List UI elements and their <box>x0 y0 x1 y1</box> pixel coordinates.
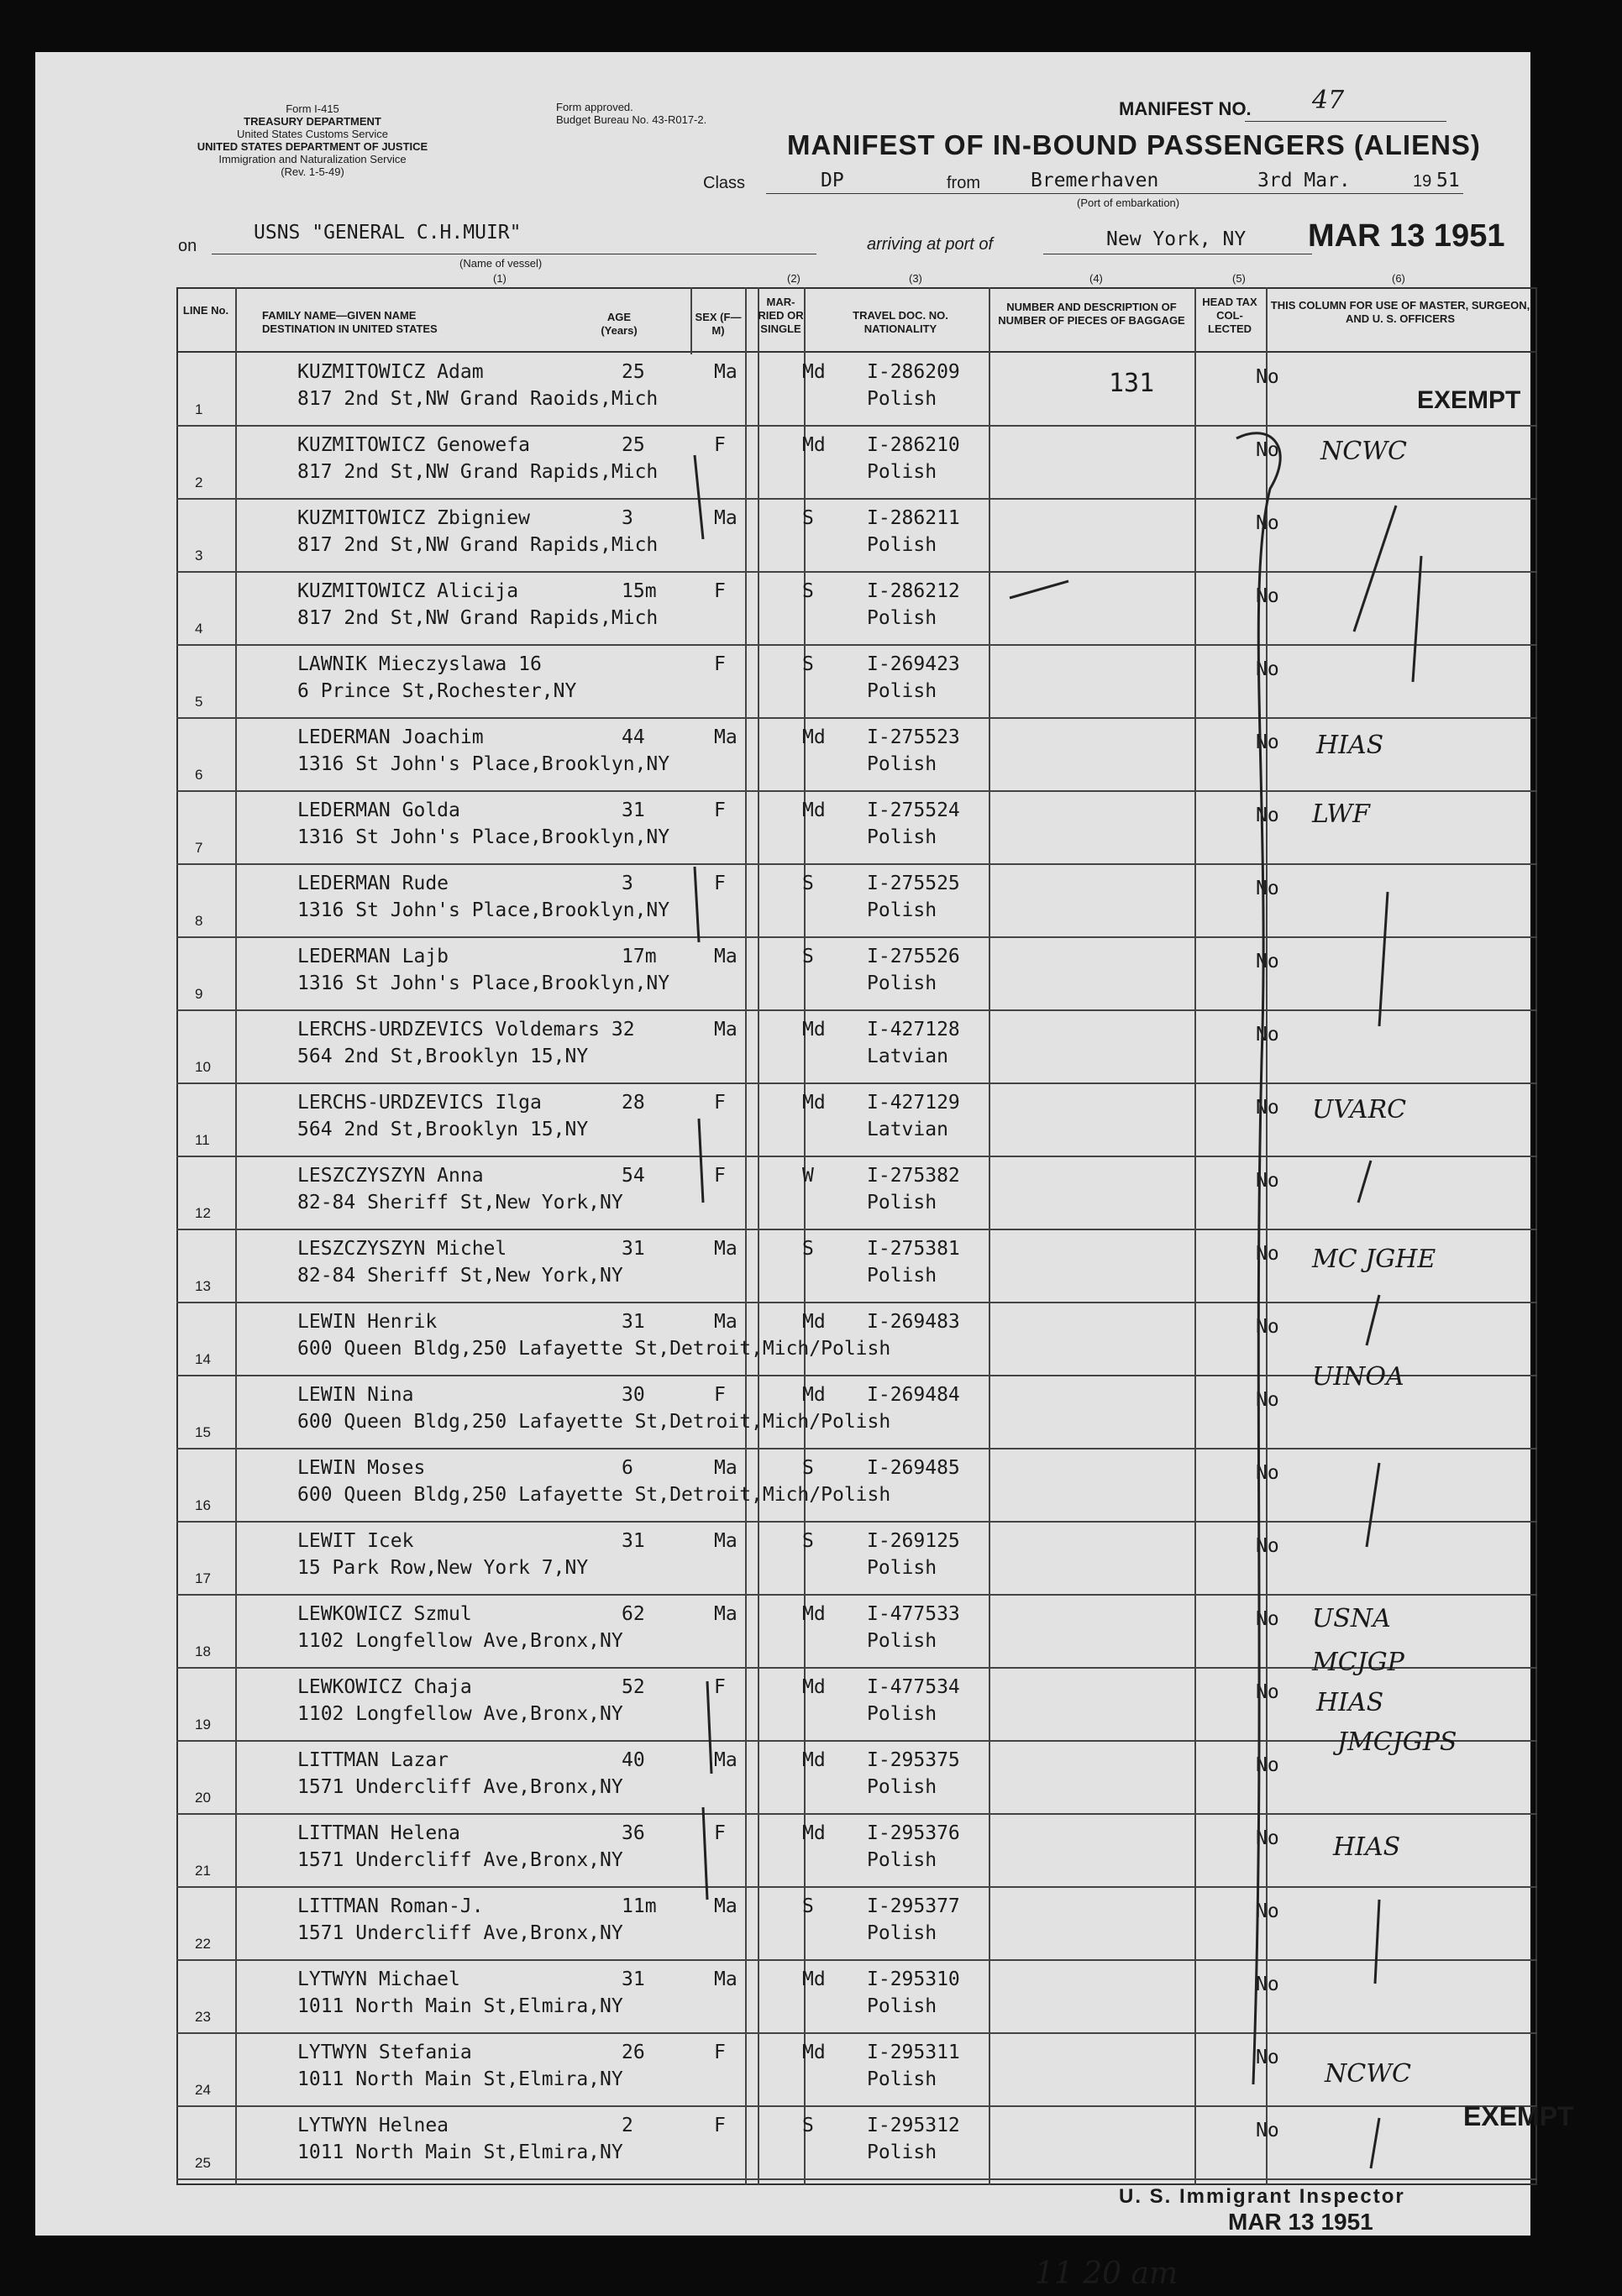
passenger-sex: Ma <box>714 361 738 383</box>
line-number: 7 <box>195 840 203 856</box>
passenger-name: KUZMITOWICZ Adam <box>297 361 484 383</box>
passenger-age: 31 <box>622 1238 645 1260</box>
travel-doc-no: I-427128 <box>867 1019 960 1041</box>
travel-doc-no: I-269125 <box>867 1530 960 1552</box>
on-label: on <box>178 237 197 255</box>
passenger-age: 31 <box>622 799 645 821</box>
destination: 564 2nd St,Brooklyn 15,NY <box>297 1119 589 1140</box>
marital-status: Md <box>802 1311 826 1333</box>
passenger-name: LEWIT Icek <box>297 1530 414 1552</box>
passenger-name: LEDERMAN Joachim <box>297 726 484 748</box>
line-number: 16 <box>195 1497 211 1513</box>
passenger-sex: Ma <box>714 507 738 529</box>
marital-status: S <box>802 1238 814 1260</box>
passenger-age: 2 <box>622 2115 633 2136</box>
marital-status: Md <box>802 1749 826 1771</box>
head-tax: No <box>1256 1681 1279 1703</box>
nationality: Polish <box>867 1995 937 2017</box>
passenger-name: LERCHS-URDZEVICS Ilga <box>297 1092 542 1114</box>
destination: 82-84 Sheriff St,New York,NY <box>297 1265 623 1287</box>
line-number: 13 <box>195 1278 211 1294</box>
head-tax: No <box>1256 585 1279 607</box>
passenger-name: LITTMAN Helena <box>297 1822 460 1844</box>
passenger-sex: F <box>714 873 726 894</box>
travel-doc-no: I-286209 <box>867 361 960 383</box>
agency-mark-12: NCWC <box>1325 2059 1411 2089</box>
nationality: Polish <box>867 2141 937 2163</box>
head-tax: No <box>1256 1097 1279 1119</box>
baggage-count: 131 <box>1109 369 1155 398</box>
travel-doc-no: I-275382 <box>867 1165 960 1187</box>
passenger-age: 31 <box>622 1530 645 1552</box>
marital-status: S <box>802 1895 814 1917</box>
from-label: from <box>947 174 980 192</box>
nationality: Polish <box>867 753 937 775</box>
header-officers: THIS COLUMN FOR USE OF MASTER, SURGEON, AND U. S. OFFICERS <box>1270 299 1530 325</box>
line-number: 9 <box>195 986 203 1002</box>
destination: 1316 St John's Place,Brooklyn,NY <box>297 826 670 848</box>
travel-doc-no: I-275526 <box>867 946 960 967</box>
header-baggage: NUMBER AND DESCRIPTION OF NUMBER OF PIECES OF BAGGAGE <box>998 301 1185 327</box>
line-number: 8 <box>195 913 203 929</box>
travel-doc-no: I-295311 <box>867 2042 960 2063</box>
head-tax: No <box>1256 1389 1279 1411</box>
marital-status: S <box>802 1530 814 1552</box>
col-num-6: (6) <box>1392 272 1405 285</box>
time-note: 11 20 am <box>1035 2257 1178 2291</box>
marital-status: S <box>802 653 814 675</box>
travel-doc-no: I-269484 <box>867 1384 960 1406</box>
head-tax: No <box>1256 366 1279 388</box>
nationality: Polish <box>867 899 937 921</box>
col-num-5: (5) <box>1232 272 1246 285</box>
col-num-4: (4) <box>1089 272 1103 285</box>
agency-mark-8: MCJGP <box>1312 1648 1404 1677</box>
header-name-destination: FAMILY NAME—GIVEN NAME DESTINATION IN UNITED STATES <box>262 309 438 335</box>
destination: 1011 North Main St,Elmira,NY <box>297 2068 623 2090</box>
manifest-page <box>35 52 1574 2291</box>
destination: 1571 Undercliff Ave,Bronx,NY <box>297 1922 623 1944</box>
passenger-age: 6 <box>622 1457 633 1479</box>
port-embark-label: (Port of embarkation) <box>1077 197 1180 209</box>
passenger-name: LEWIN Henrik <box>297 1311 438 1333</box>
travel-doc-no: I-295377 <box>867 1895 960 1917</box>
form-approved: Form approved. <box>556 101 633 113</box>
passenger-sex: Ma <box>714 946 738 967</box>
travel-doc-no: I-477534 <box>867 1676 960 1698</box>
passenger-name: LEDERMAN Rude <box>297 873 449 894</box>
treasury-dept: TREASURY DEPARTMENT <box>244 115 381 128</box>
line-number: 22 <box>195 1936 211 1952</box>
nationality: Polish <box>867 2068 937 2090</box>
passenger-sex: F <box>714 2115 726 2136</box>
inspector-label: U. S. Immigrant Inspector <box>1119 2185 1405 2208</box>
header-age: AGE (Years) <box>601 311 638 337</box>
agency-mark-6: UINOA <box>1312 1362 1404 1392</box>
arrival-date-stamp: MAR 13 1951 <box>1308 218 1505 254</box>
vessel-label: (Name of vessel) <box>459 257 543 270</box>
destination: 817 2nd St,NW Grand Raoids,Mich <box>297 388 659 410</box>
nationality: Polish <box>867 607 937 629</box>
destination: 817 2nd St,NW Grand Rapids,Mich <box>297 534 659 556</box>
nationality: Polish <box>867 1922 937 1944</box>
passenger-sex: Ma <box>714 1749 738 1771</box>
date-value: 3rd Mar. <box>1257 170 1351 191</box>
line-number: 2 <box>195 474 203 490</box>
head-tax: No <box>1256 878 1279 899</box>
marital-status: Md <box>802 1676 826 1698</box>
destination: 15 Park Row,New York 7,NY <box>297 1557 589 1579</box>
travel-doc-no: I-286211 <box>867 507 960 529</box>
passenger-sex: F <box>714 1384 726 1406</box>
head-tax: No <box>1256 951 1279 972</box>
marital-status: S <box>802 946 814 967</box>
nationality: Polish <box>867 534 937 556</box>
passenger-name: LESZCZYSZYN Anna <box>297 1165 484 1187</box>
head-tax: No <box>1256 1462 1279 1484</box>
head-tax: No <box>1256 439 1279 461</box>
col-num-1: (1) <box>493 272 507 285</box>
destination: 817 2nd St,NW Grand Rapids,Mich <box>297 607 659 629</box>
agency-mark-7: USNA <box>1312 1604 1391 1633</box>
passenger-age: 62 <box>622 1603 645 1625</box>
passenger-age: 30 <box>622 1384 645 1406</box>
passenger-name: LERCHS-URDZEVICS Voldemars 32 <box>297 1019 635 1041</box>
passenger-sex: Ma <box>714 1603 738 1625</box>
line-number: 18 <box>195 1643 211 1659</box>
agency-mark-2: HIAS <box>1316 731 1384 760</box>
line-number: 20 <box>195 1790 211 1806</box>
destination: 1571 Undercliff Ave,Bronx,NY <box>297 1849 623 1871</box>
passenger-age: 28 <box>622 1092 645 1114</box>
line-number: 10 <box>195 1059 211 1075</box>
nationality: Latvian <box>867 1046 948 1067</box>
manifest-no-label: MANIFEST NO. <box>1119 98 1252 119</box>
customs-service: United States Customs Service <box>237 128 388 140</box>
head-tax: No <box>1256 658 1279 680</box>
line-number: 14 <box>195 1351 211 1367</box>
nationality: Polish <box>867 1776 937 1798</box>
header-head-tax: HEAD TAX COL-LECTED <box>1202 296 1257 335</box>
agency-mark-9: HIAS <box>1316 1688 1384 1717</box>
col-num-2: (2) <box>787 272 801 285</box>
exempt-stamp-top: EXEMPT <box>1417 386 1521 414</box>
marital-status: Md <box>802 361 826 383</box>
passenger-age: 36 <box>622 1822 645 1844</box>
pencil-marks <box>35 52 1530 2236</box>
year-prefix: 19 <box>1413 172 1432 191</box>
passenger-name: LYTWYN Helnea <box>297 2115 449 2136</box>
passenger-name: KUZMITOWICZ Zbigniew <box>297 507 530 529</box>
passenger-age: 17m <box>622 946 657 967</box>
budget-bureau: Budget Bureau No. 43-R017-2. <box>556 113 707 126</box>
head-tax: No <box>1256 2047 1279 2068</box>
marital-status: W <box>802 1165 814 1187</box>
travel-doc-no: I-295310 <box>867 1968 960 1990</box>
passenger-name: LYTWYN Michael <box>297 1968 460 1990</box>
passenger-name: LEDERMAN Golda <box>297 799 460 821</box>
passenger-age: 31 <box>622 1311 645 1333</box>
agency-mark-11: HIAS <box>1333 1832 1401 1862</box>
passenger-name: LITTMAN Lazar <box>297 1749 449 1771</box>
travel-doc-no: I-269485 <box>867 1457 960 1479</box>
marital-status: Md <box>802 799 826 821</box>
manifest-title: MANIFEST OF IN-BOUND PASSENGERS (ALIENS) <box>787 129 1481 160</box>
nationality: Polish <box>867 826 937 848</box>
passenger-age: 44 <box>622 726 645 748</box>
nationality: Polish <box>867 972 937 994</box>
passenger-name: LEWKOWICZ Szmul <box>297 1603 472 1625</box>
passenger-sex: Ma <box>714 1895 738 1917</box>
header-line-no: LINE No. <box>182 304 229 317</box>
destination: 564 2nd St,Brooklyn 15,NY <box>297 1046 589 1067</box>
head-tax: No <box>1256 1316 1279 1338</box>
travel-doc-no: I-275524 <box>867 799 960 821</box>
passenger-sex: F <box>714 580 726 602</box>
passenger-name: LEDERMAN Lajb <box>297 946 449 967</box>
travel-doc-no: I-275381 <box>867 1238 960 1260</box>
destination: 1316 St John's Place,Brooklyn,NY <box>297 972 670 994</box>
head-tax: No <box>1256 1827 1279 1849</box>
line-number: 24 <box>195 2082 211 2098</box>
header-travel-doc: TRAVEL DOC. NO. NATIONALITY <box>853 309 948 335</box>
passenger-sex: Ma <box>714 1311 738 1333</box>
travel-doc-no: I-295312 <box>867 2115 960 2136</box>
passenger-sex: F <box>714 1676 726 1698</box>
head-tax: No <box>1256 1754 1279 1776</box>
line-number: 11 <box>195 1132 210 1148</box>
head-tax: No <box>1256 805 1279 826</box>
class-label: Class <box>703 174 746 192</box>
destination: 6 Prince St,Rochester,NY <box>297 680 577 702</box>
destination: 1011 North Main St,Elmira,NY <box>297 2141 623 2163</box>
line-number: 6 <box>195 767 203 783</box>
passenger-age: 52 <box>622 1676 645 1698</box>
line-number: 4 <box>195 621 203 637</box>
head-tax: No <box>1256 2120 1279 2141</box>
destination: 1102 Longfellow Ave,Bronx,NY <box>297 1630 623 1652</box>
marital-status: S <box>802 580 814 602</box>
head-tax: No <box>1256 1024 1279 1046</box>
marital-status: Md <box>802 2042 826 2063</box>
year-value: 51 <box>1436 170 1460 191</box>
passenger-sex: Ma <box>714 726 738 748</box>
nationality: Polish <box>867 1265 937 1287</box>
form-number: Form I-415 <box>286 102 339 115</box>
marital-status: Md <box>802 1603 826 1625</box>
travel-doc-no: I-275523 <box>867 726 960 748</box>
marital-status: Md <box>802 1092 826 1114</box>
travel-doc-no: I-477533 <box>867 1603 960 1625</box>
manifest-no-value: 47 <box>1312 86 1345 115</box>
marital-status: S <box>802 873 814 894</box>
line-number: 21 <box>195 1863 211 1879</box>
passenger-age: 31 <box>622 1968 645 1990</box>
passenger-sex: Ma <box>714 1457 738 1479</box>
line-number: 19 <box>195 1717 211 1732</box>
agency-mark-3: LWF <box>1312 799 1370 829</box>
nationality: Polish <box>867 680 937 702</box>
travel-doc-no: I-275525 <box>867 873 960 894</box>
nationality: Polish <box>867 1192 937 1214</box>
marital-status: Md <box>802 1968 826 1990</box>
marital-status: Md <box>802 1019 826 1041</box>
travel-doc-no: I-427129 <box>867 1092 960 1114</box>
destination: 600 Queen Bldg,250 Lafayette St,Detroit,Mich/Polish <box>297 1411 891 1433</box>
marital-status: S <box>802 1457 814 1479</box>
destination: 1102 Longfellow Ave,Bronx,NY <box>297 1703 623 1725</box>
passenger-age: 25 <box>622 434 645 456</box>
destination: 82-84 Sheriff St,New York,NY <box>297 1192 623 1214</box>
line-number: 15 <box>195 1424 211 1440</box>
marital-status: Md <box>802 434 826 456</box>
passenger-sex: F <box>714 799 726 821</box>
head-tax: No <box>1256 731 1279 753</box>
destination: 1316 St John's Place,Brooklyn,NY <box>297 899 670 921</box>
passenger-sex: Ma <box>714 1019 738 1041</box>
passenger-age: 11m <box>622 1895 657 1917</box>
travel-doc-no: I-286212 <box>867 580 960 602</box>
nationality: Polish <box>867 1557 937 1579</box>
arriving-port: New York, NY <box>1106 228 1247 250</box>
line-number: 23 <box>195 2009 211 2025</box>
header-sex: SEX (F—M) <box>695 311 742 337</box>
destination: 600 Queen Bldg,250 Lafayette St,Detroit,Mich/Polish <box>297 1338 891 1360</box>
arriving-label: arriving at port of <box>867 235 994 254</box>
header-married: MAR-RIED OR SINGLE <box>758 296 804 335</box>
line-number: 12 <box>195 1205 211 1221</box>
marital-status: S <box>802 2115 814 2136</box>
destination: 600 Queen Bldg,250 Lafayette St,Detroit,Mich/Polish <box>297 1484 891 1506</box>
travel-doc-no: I-286210 <box>867 434 960 456</box>
nationality: Polish <box>867 1630 937 1652</box>
passenger-name: LEWIN Moses <box>297 1457 426 1479</box>
passenger-age: 40 <box>622 1749 645 1771</box>
head-tax: No <box>1256 1900 1279 1922</box>
travel-doc-no: I-269483 <box>867 1311 960 1333</box>
justice-dept: UNITED STATES DEPARTMENT OF JUSTICE <box>197 140 428 153</box>
head-tax: No <box>1256 1243 1279 1265</box>
nationality: Polish <box>867 1703 937 1725</box>
passenger-age: 3 <box>622 507 633 529</box>
destination: 817 2nd St,NW Grand Rapids,Mich <box>297 461 659 483</box>
nationality: Polish <box>867 1849 937 1871</box>
passenger-age: 25 <box>622 361 645 383</box>
line-number: 25 <box>195 2155 211 2171</box>
passenger-sex: F <box>714 1092 726 1114</box>
revision: (Rev. 1-5-49) <box>281 165 344 178</box>
head-tax: No <box>1256 1535 1279 1557</box>
marital-status: Md <box>802 1822 826 1844</box>
passenger-sex: F <box>714 434 726 456</box>
passenger-name: LYTWYN Stefania <box>297 2042 472 2063</box>
passenger-age: 26 <box>622 2042 645 2063</box>
marital-status: Md <box>802 1384 826 1406</box>
nationality: Polish <box>867 388 937 410</box>
passenger-age: 54 <box>622 1165 645 1187</box>
passenger-name: LEWIN Nina <box>297 1384 414 1406</box>
from-value: Bremerhaven <box>1031 170 1159 191</box>
travel-doc-no: I-295375 <box>867 1749 960 1771</box>
passenger-sex: Ma <box>714 1238 738 1260</box>
passenger-name: LAWNIK Mieczyslawa 16 <box>297 653 542 675</box>
col-num-3: (3) <box>909 272 922 285</box>
agency-mark-5: MC JGHE <box>1312 1245 1436 1274</box>
passenger-sex: F <box>714 1165 726 1187</box>
passenger-sex: Ma <box>714 1530 738 1552</box>
vessel-name: USNS "GENERAL C.H.MUIR" <box>254 222 522 244</box>
inspector-date-stamp: MAR 13 1951 <box>1228 2209 1373 2235</box>
exempt-stamp-bottom: EXEMPT <box>1463 2101 1574 2131</box>
travel-doc-no: I-295376 <box>867 1822 960 1844</box>
line-number: 3 <box>195 548 203 564</box>
line-number: 5 <box>195 694 203 710</box>
destination: 1011 North Main St,Elmira,NY <box>297 1995 623 2017</box>
class-value: DP <box>821 170 844 191</box>
travel-doc-no: I-269423 <box>867 653 960 675</box>
agency-mark-1: NCWC <box>1320 437 1407 466</box>
line-number: 1 <box>195 401 203 417</box>
ins-service: Immigration and Naturalization Service <box>218 153 407 165</box>
passenger-sex: F <box>714 653 726 675</box>
agency-mark-4: UVARC <box>1312 1095 1407 1124</box>
nationality: Polish <box>867 461 937 483</box>
passenger-name: LITTMAN Roman-J. <box>297 1895 484 1917</box>
destination: 1571 Undercliff Ave,Bronx,NY <box>297 1776 623 1798</box>
head-tax: No <box>1256 1974 1279 1995</box>
passenger-sex: F <box>714 2042 726 2063</box>
line-number: 17 <box>195 1570 211 1586</box>
passenger-age: 15m <box>622 580 657 602</box>
passenger-name: LEWKOWICZ Chaja <box>297 1676 472 1698</box>
head-tax: No <box>1256 1608 1279 1630</box>
passenger-age: 3 <box>622 873 633 894</box>
passenger-sex: Ma <box>714 1968 738 1990</box>
marital-status: S <box>802 507 814 529</box>
destination: 1316 St John's Place,Brooklyn,NY <box>297 753 670 775</box>
head-tax: No <box>1256 512 1279 534</box>
marital-status: Md <box>802 726 826 748</box>
nationality: Latvian <box>867 1119 948 1140</box>
head-tax: No <box>1256 1170 1279 1192</box>
passenger-name: KUZMITOWICZ Alicija <box>297 580 519 602</box>
passenger-name: KUZMITOWICZ Genowefa <box>297 434 530 456</box>
passenger-sex: F <box>714 1822 726 1844</box>
passenger-name: LESZCZYSZYN Michel <box>297 1238 507 1260</box>
agency-mark-10: JMCJGPS <box>1337 1727 1457 1757</box>
